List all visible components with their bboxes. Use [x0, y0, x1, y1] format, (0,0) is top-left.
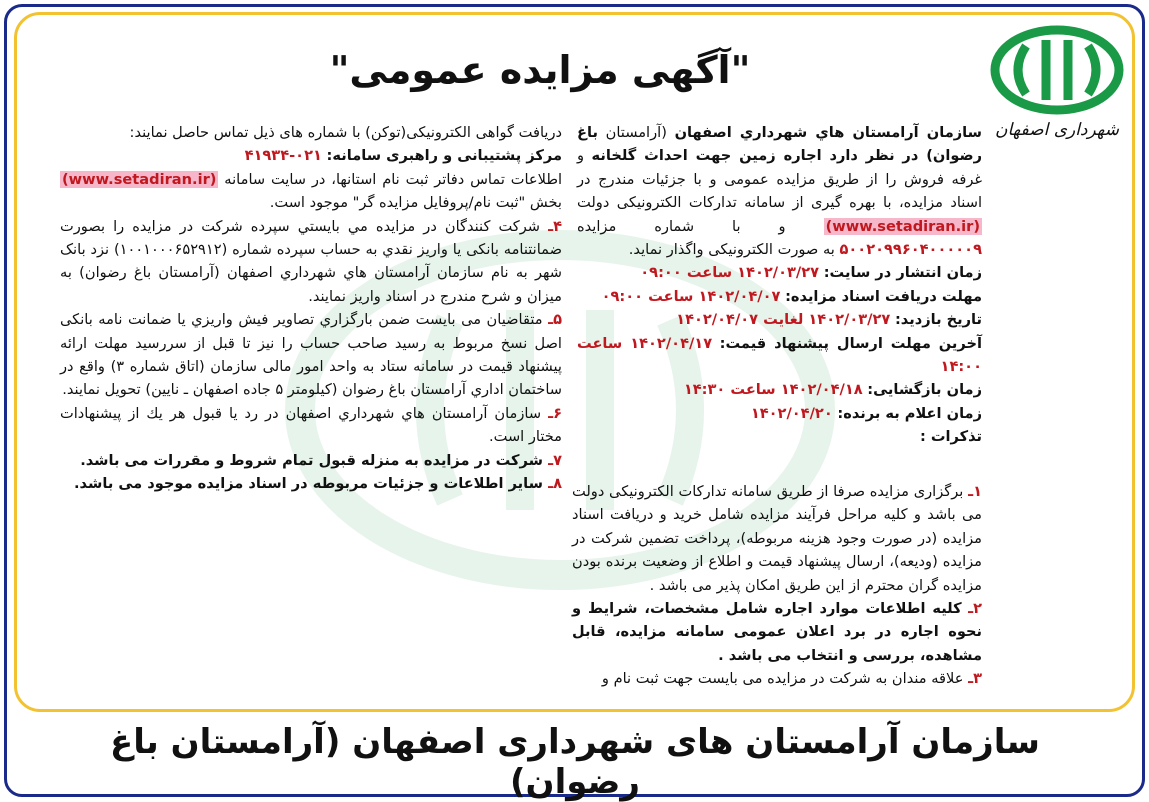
item-number: ۵ـ — [548, 311, 563, 329]
schedule-label: زمان اعلام به برنده: — [837, 404, 982, 422]
intro-bold: باغ رضوان) در نظر دارد اجاره زمین جهت احداث گلخانه — [577, 124, 982, 165]
schedule-value: ۱۴۰۲/۰۳/۲۷ ساعت ۰۹:۰۰ — [640, 264, 820, 282]
support-phone: ۰۲۱-۴۱۹۳۴ — [244, 147, 322, 165]
left-cont-2-text: اطلاعات تماس دفاتر ثبت نام استانها، در سایت سامانه — [224, 170, 562, 188]
schedule-label: آخرین مهلت ارسال پیشنهاد قیمت: — [719, 334, 982, 352]
auction-number: ۵۰۰۲۰۹۹۶۰۴۰۰۰۰۰۹ — [839, 241, 982, 259]
note-item — [572, 597, 982, 667]
notes-list — [572, 480, 982, 691]
left-item — [60, 449, 562, 472]
item-text: سازمان آرامستان هاي شهرداري اصفهان در رد یا قبول هر یك از پیشنهادات مختار است. — [60, 404, 562, 446]
left-item — [60, 402, 562, 449]
schedule-list — [577, 261, 982, 425]
schedule-label: تاریخ بازدید: — [894, 311, 982, 329]
item-number: ۴ـ — [548, 217, 562, 235]
item-text: شرکت در مزایده به منزله قبول تمام شروط و مقررات می باشد. — [80, 451, 543, 469]
notes-label: تذکرات : — [919, 428, 982, 446]
note-number: ۳ـ — [968, 670, 982, 688]
note-text: علاقه مندان به شرکت در مزایده می بایست جهت ثبت نام و — [601, 670, 964, 688]
support-line — [60, 144, 562, 167]
schedule-value: ۱۴۰۲/۰۴/۲۰ — [750, 404, 833, 422]
schedule-row — [577, 308, 982, 331]
setadiran-link[interactable]: (www.setadiran.ir) — [825, 217, 980, 235]
intro-org-2: (آرامستان — [605, 124, 675, 141]
note-item — [572, 667, 982, 690]
isfahan-municipality-logo-icon — [988, 24, 1126, 120]
schedule-row — [577, 332, 982, 379]
schedule-row — [577, 261, 982, 284]
schedule-label: زمان بازگشایی: — [867, 381, 982, 399]
schedule-row — [577, 402, 982, 425]
footer-org-name: سازمان آرامستان های شهرداری اصفهان (آرامستان باغ رضوان) — [110, 722, 1040, 802]
schedule-label: زمان انتشار در سایت: — [823, 264, 982, 282]
note-text: کلیه اطلاعات موارد اجاره شامل مشخصات، شرایط و نحوه اجاره در برد اعلان عمومی سامانه مزایده، قابل مشاهده، بررسی و انتخاب می باشد . — [572, 600, 982, 664]
schedule-value: ۱۴۰۲/۰۴/۰۷ ساعت ۰۹:۰۰ — [601, 287, 781, 305]
schedule-value: ۱۴۰۲/۰۴/۱۸ ساعت ۱۴:۳۰ — [683, 381, 863, 399]
left-column — [60, 121, 562, 496]
item-number: ۸ـ — [548, 475, 562, 493]
item-text: متقاضیان می بایست ضمن بارگزاري تصاویر فیش واریزي یا ضمانت نامه بانکی اصل نسخ مربوط به رسید صاحب حساب را نیز تا قبل از سررسید مهلت ارائه پیشنهاد قیمت در سامانه ستاد به واحد امور مالی سازمان (اتاق شماره ۳) واقع در ساختمان اداري آرامستان باغ رضوان (کیلومتر ۵ جاده اصفهان ـ نایین) تحویل نمایند. — [60, 311, 562, 399]
logo-caption: شهرداری اصفهان — [995, 120, 1119, 140]
support-label: مرکز پشتیبانی و راهبری سامانه: — [326, 147, 562, 165]
right-column — [577, 121, 982, 449]
schedule-value: ۱۴۰۲/۰۴/۱۷ ساعت ۱۴:۰۰ — [577, 334, 982, 376]
intro-number-label: و با شماره مزایده — [577, 217, 824, 235]
schedule-row — [577, 285, 982, 308]
item-number: ۶ـ — [548, 404, 563, 422]
schedule-row — [577, 378, 982, 401]
left-cont-2 — [60, 168, 562, 215]
left-cont-3: بخش "ثبت نام/پروفایل مزایده گر" موجود است. — [269, 194, 562, 212]
item-text: سایر اطلاعات و جزئیات مربوطه در اسناد مزایده موجود می باشد. — [74, 475, 543, 493]
note-text: برگزاری مزایده صرفا از طریق سامانه تدارکات الکترونیکی دولت می باشد و کلیه مراحل فرآیند مزایده شامل خرید و دریافت اسناد مزایده (در صورت وجود هزینه مربوطه)، پرداخت تضمین شرکت در مزایده (ودیعه)، ارسال پیشنهاد قیمت و اطلاع از وضعیت برنده بودن مزایده گران محترم از این طریق امکان پذیر می باشد . — [572, 483, 982, 594]
intro-org: سازمان آرامستان هاي شهرداري اصفهان — [674, 124, 982, 141]
item-number: ۷ـ — [548, 451, 562, 469]
left-item — [60, 472, 562, 495]
schedule-label: مهلت دریافت اسناد مزایده: — [785, 287, 982, 305]
intro-rest: و غرفه فروش را از طریق مزایده عمومی و با جزئیات مندرج در اسناد مزایده، با بهره گیری از سامانه تدارکات الکترونیکی دولت — [577, 147, 982, 212]
left-cont-1: دریافت گواهی الکترونیکی(توکن) با شماره های ذیل تماس حاصل نمایند: — [129, 124, 562, 141]
municipality-logo — [988, 24, 1126, 152]
note-number: ۲ـ — [968, 600, 982, 618]
note-number: ۱ـ — [968, 483, 982, 500]
intro-paragraph — [577, 121, 982, 261]
item-text: شرکت کنندگان در مزایده مي بایستي سپرده شرکت در مزایده را بصورت ضمانتنامه بانکی یا واریز نقدي به حساب سپرده شماره (۱۰۰۱۰۰۰۶۵۲۹۱۲) نزد بانک شهر به نام سازمان آرامستان هاي شهرداري اصفهان (آرامستان باغ رضوان) به میزان و شرح مندرج در اسناد واریز نمایند. — [60, 217, 563, 305]
setadiran-link-2[interactable]: (www.setadiran.ir) — [62, 170, 217, 188]
note-item — [572, 480, 982, 597]
left-item — [60, 215, 562, 309]
intro-end: به صورت الکترونیکی واگذار نماید. — [628, 241, 835, 259]
schedule-value: ۱۴۰۲/۰۳/۲۷ لغایت ۱۴۰۲/۰۴/۰۷ — [676, 311, 891, 329]
page-title: "آگهی مزایده عمومی" — [329, 48, 751, 92]
left-item — [60, 308, 562, 402]
